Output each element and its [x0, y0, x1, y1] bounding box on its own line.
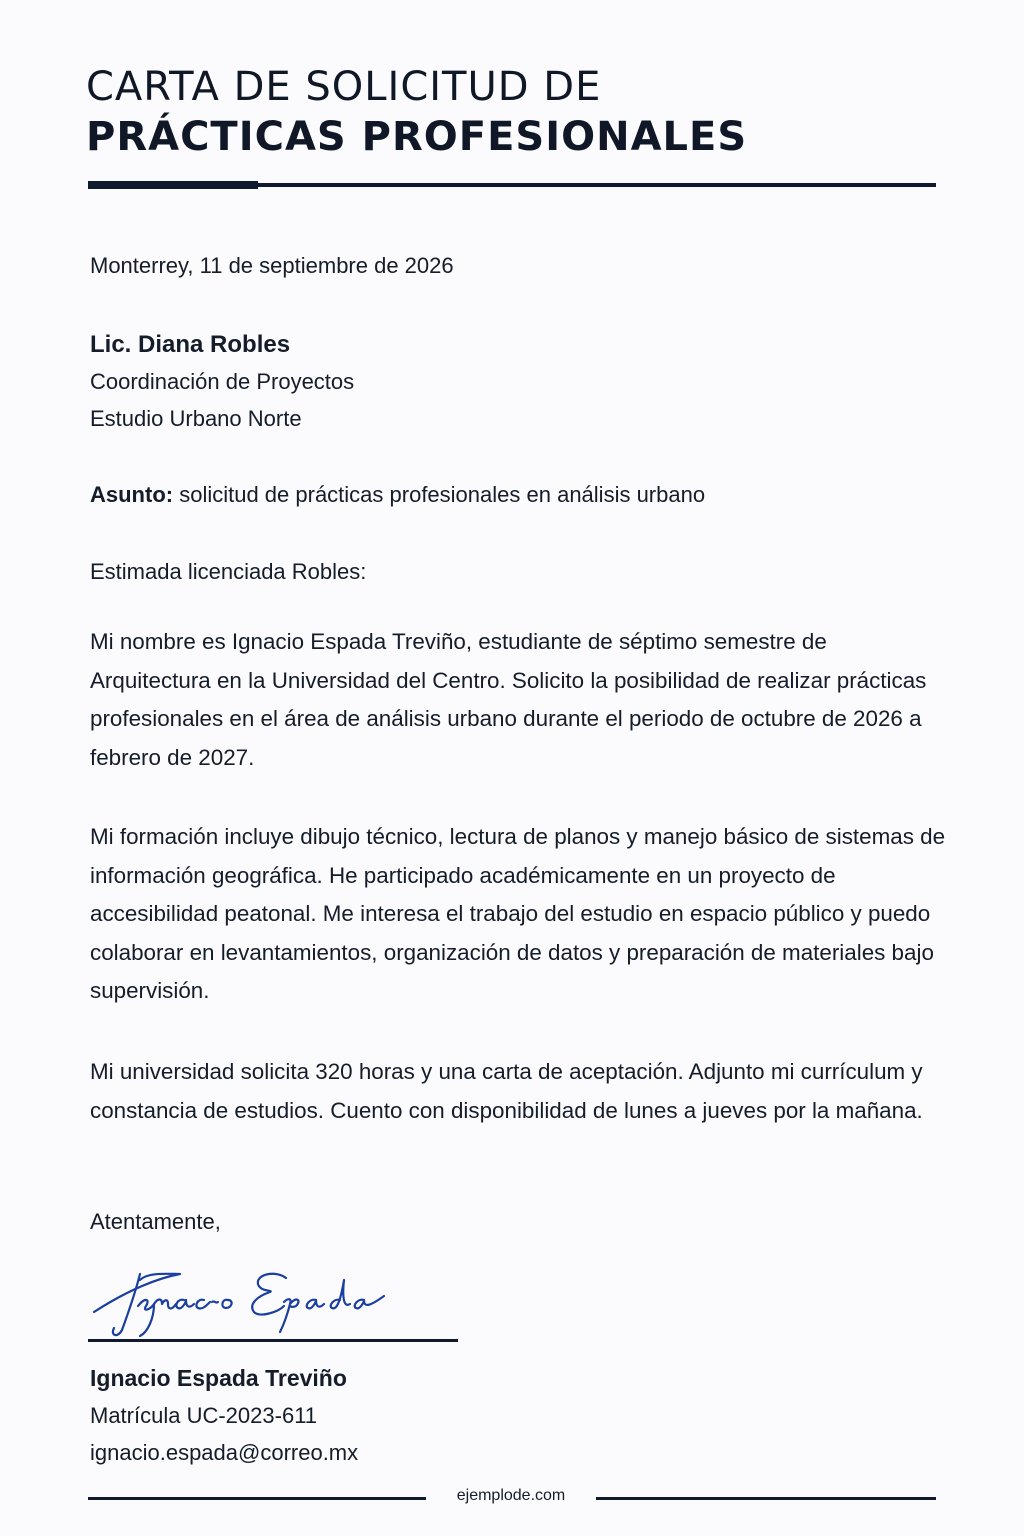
body-paragraph-2: Mi formación incluye dibujo técnico, lectura de planos y manejo básico de sistemas de información geográfica. He participado académicamente en un proyecto de accesibilidad peatonal. Me interesa el trabajo del estudio en espacio público y puedo colaborar en levantamientos, organización de datos y preparación de materiales bajo supervisión. [90, 824, 946, 1003]
greeting: Estimada licenciada Robles: [90, 559, 367, 584]
body-paragraph-1: Mi nombre es Ignacio Espada Treviño, estudiante de séptimo semestre de Arquitectura en la Universidad del Centro. Solicito la posibilidad de realizar prácticas profesionales en el área de análisis urbano durante el periodo de octubre de 2026 a febrero de 2027. [90, 629, 927, 770]
handwritten-signature [88, 1240, 398, 1340]
recipient-company: Estudio Urbano Norte [90, 406, 302, 431]
closing: Atentamente, [90, 1209, 221, 1234]
header-divider-accent [88, 181, 258, 189]
subject-label: Asunto: [90, 482, 174, 507]
signer-name: Ignacio Espada Treviño [90, 1365, 347, 1391]
letter-date: Monterrey, 11 de septiembre de 2026 [90, 253, 454, 278]
footer-divider-right [596, 1497, 936, 1500]
recipient-block [90, 326, 354, 437]
signature-line [88, 1339, 458, 1342]
signer-block [90, 1360, 358, 1471]
footer-site: ejemplode.com [456, 1487, 566, 1504]
signer-student-id: Matrícula UC-2023-611 [90, 1403, 318, 1428]
signature-drawing [88, 1240, 398, 1340]
subject-line [90, 476, 705, 513]
title-line-2: PRÁCTICAS PROFESIONALES [86, 114, 748, 160]
body-paragraph-3: Mi universidad solicita 320 horas y una carta de aceptación. Adjunto mi currículum y constancia de estudios. Cuento con disponibilidad de lunes a jueves por la mañana. [90, 1059, 923, 1123]
title-line-1: CARTA DE SOLICITUD DE [86, 64, 602, 110]
recipient-name: Lic. Diana Robles [90, 331, 291, 358]
recipient-department: Coordinación de Proyectos [90, 369, 355, 394]
signer-email: ignacio.espada@correo.mx [90, 1440, 359, 1465]
subject-text: solicitud de prácticas profesionales en análisis urbano [173, 482, 706, 507]
footer-divider-left [88, 1497, 426, 1500]
